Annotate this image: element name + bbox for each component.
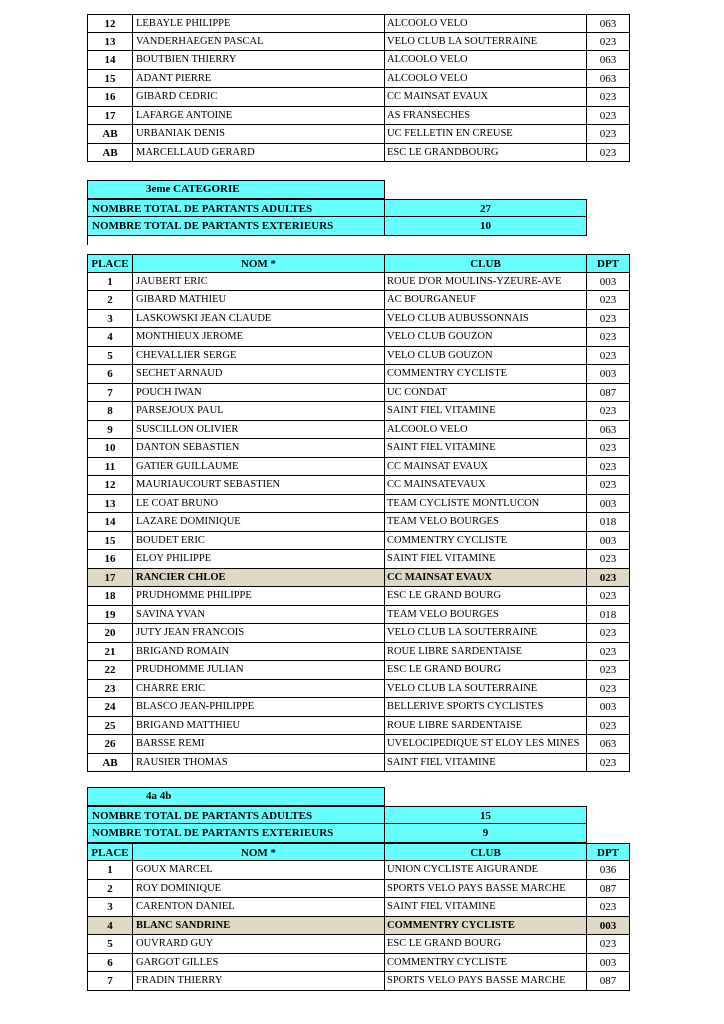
dpt-cell: 023 bbox=[586, 935, 630, 954]
table-row bbox=[87, 421, 630, 440]
place-cell: 21 bbox=[87, 643, 133, 662]
dpt-cell: 023 bbox=[586, 291, 630, 310]
club-cell: VELO CLUB AUBUSSONNAIS bbox=[384, 310, 587, 329]
dpt-cell: 023 bbox=[586, 569, 630, 588]
name-cell: URBANIAK DENIS bbox=[132, 125, 385, 144]
name-cell: GIBARD MATHIEU bbox=[132, 291, 385, 310]
club-cell: ESC LE GRAND BOURG bbox=[384, 661, 587, 680]
place-cell: 25 bbox=[87, 717, 133, 736]
name-cell: JUTY JEAN FRANCOIS bbox=[132, 624, 385, 643]
name-cell: BRIGAND MATTHIEU bbox=[132, 717, 385, 736]
club-cell: CLUB bbox=[384, 843, 587, 862]
name-cell: GOUX MARCEL bbox=[132, 861, 385, 880]
place-cell: 6 bbox=[87, 365, 133, 384]
dpt-cell: 063 bbox=[586, 51, 630, 70]
club-cell: TEAM CYCLISTE MONTLUCON bbox=[384, 495, 587, 514]
club-cell: ALCOOLO VELO bbox=[384, 14, 587, 33]
place-cell: 4 bbox=[87, 328, 133, 347]
dpt-cell: 036 bbox=[586, 861, 630, 880]
table-row bbox=[87, 587, 630, 606]
results-table-3eme bbox=[87, 254, 630, 772]
dpt-cell: 023 bbox=[586, 347, 630, 366]
name-cell: JAUBERT ERIC bbox=[132, 273, 385, 292]
name-cell: GATIER GUILLAUME bbox=[132, 458, 385, 477]
name-cell: PRUDHOMME PHILIPPE bbox=[132, 587, 385, 606]
club-cell: ESC LE GRAND BOURG bbox=[384, 587, 587, 606]
table-row bbox=[87, 458, 630, 477]
place-cell: 17 bbox=[87, 107, 133, 126]
club-cell: COMMENTRY CYCLISTE bbox=[384, 365, 587, 384]
club-cell: UVELOCIPEDIQUE ST ELOY LES MINES bbox=[384, 735, 587, 754]
table-row bbox=[87, 144, 630, 163]
club-cell: CC MAINSAT EVAUX bbox=[384, 569, 587, 588]
name-cell: GIBARD CEDRIC bbox=[132, 88, 385, 107]
table-row bbox=[87, 14, 630, 33]
club-cell: SAINT FIEL VITAMINE bbox=[384, 439, 587, 458]
place-cell: 17 bbox=[87, 569, 133, 588]
table-row bbox=[87, 935, 630, 954]
place-cell: 22 bbox=[87, 661, 133, 680]
club-cell: AC BOURGANEUF bbox=[384, 291, 587, 310]
club-cell: ALCOOLO VELO bbox=[384, 70, 587, 89]
table-row bbox=[87, 402, 630, 421]
club-cell: SPORTS VELO PAYS BASSE MARCHE bbox=[384, 880, 587, 899]
club-cell: COMMENTRY CYCLISTE bbox=[384, 917, 587, 936]
name-cell: RAUSIER THOMAS bbox=[132, 754, 385, 773]
dpt-cell: 023 bbox=[586, 458, 630, 477]
dpt-cell: 063 bbox=[586, 735, 630, 754]
dpt-cell: 063 bbox=[586, 70, 630, 89]
dpt-cell: 023 bbox=[586, 624, 630, 643]
dpt-cell: 023 bbox=[586, 680, 630, 699]
club-cell: SAINT FIEL VITAMINE bbox=[384, 402, 587, 421]
club-cell: ALCOOLO VELO bbox=[384, 51, 587, 70]
dpt-cell: 003 bbox=[586, 495, 630, 514]
place-cell: 11 bbox=[87, 458, 133, 477]
name-cell: BOUDET ERIC bbox=[132, 532, 385, 551]
club-cell: SPORTS VELO PAYS BASSE MARCHE bbox=[384, 972, 587, 991]
place-cell: 6 bbox=[87, 954, 133, 973]
place-cell: 13 bbox=[87, 33, 133, 52]
dpt-cell: 023 bbox=[586, 643, 630, 662]
place-cell: 10 bbox=[87, 439, 133, 458]
club-cell: TEAM VELO BOURGES bbox=[384, 606, 587, 625]
name-cell: SECHET ARNAUD bbox=[132, 365, 385, 384]
name-cell: ELOY PHILIPPE bbox=[132, 550, 385, 569]
table-row bbox=[87, 698, 630, 717]
name-cell: CHARRE ERIC bbox=[132, 680, 385, 699]
name-cell: VANDERHAEGEN PASCAL bbox=[132, 33, 385, 52]
club-cell: ROUE LIBRE SARDENTAISE bbox=[384, 717, 587, 736]
name-cell: NOM * bbox=[132, 843, 385, 862]
table-row bbox=[87, 550, 630, 569]
table-row bbox=[87, 476, 630, 495]
club-cell: TEAM VELO BOURGES bbox=[384, 513, 587, 532]
table-row bbox=[87, 291, 630, 310]
adults-total-label: NOMBRE TOTAL DE PARTANTS ADULTES bbox=[87, 806, 385, 825]
dpt-cell: 003 bbox=[586, 365, 630, 384]
place-cell: 16 bbox=[87, 88, 133, 107]
name-cell: PARSEJOUX PAUL bbox=[132, 402, 385, 421]
dpt-cell: 023 bbox=[586, 754, 630, 773]
name-cell: ADANT PIERRE bbox=[132, 70, 385, 89]
place-cell: 9 bbox=[87, 421, 133, 440]
category-title: 3eme CATEGORIE bbox=[87, 180, 385, 199]
dpt-cell: 023 bbox=[586, 661, 630, 680]
name-cell: BRIGAND ROMAIN bbox=[132, 643, 385, 662]
exterior-total-value: 9 bbox=[384, 824, 587, 843]
name-cell: BLASCO JEAN-PHILIPPE bbox=[132, 698, 385, 717]
table-row bbox=[87, 347, 630, 366]
table-row bbox=[87, 513, 630, 532]
adults-total-label: NOMBRE TOTAL DE PARTANTS ADULTES bbox=[87, 199, 385, 218]
table-row bbox=[87, 33, 630, 52]
table-row bbox=[87, 495, 630, 514]
table-row bbox=[87, 898, 630, 917]
place-cell: 1 bbox=[87, 861, 133, 880]
club-cell: ROUE LIBRE SARDENTAISE bbox=[384, 643, 587, 662]
table-row bbox=[87, 532, 630, 551]
club-cell: SAINT FIEL VITAMINE bbox=[384, 898, 587, 917]
table-row bbox=[87, 624, 630, 643]
name-cell: FRADIN THIERRY bbox=[132, 972, 385, 991]
name-cell: ROY DOMINIQUE bbox=[132, 880, 385, 899]
place-cell: 14 bbox=[87, 51, 133, 70]
club-cell: UNION CYCLISTE AIGURANDE bbox=[384, 861, 587, 880]
dpt-cell: 003 bbox=[586, 917, 630, 936]
exterior-total-label: NOMBRE TOTAL DE PARTANTS EXTERIEURS bbox=[87, 217, 385, 236]
dpt-cell: 087 bbox=[586, 880, 630, 899]
dpt-cell: 087 bbox=[586, 384, 630, 403]
adults-total-value: 27 bbox=[384, 199, 587, 218]
name-cell: MARCELLAUD GERARD bbox=[132, 144, 385, 163]
place-cell: 5 bbox=[87, 347, 133, 366]
name-cell: POUCH IWAN bbox=[132, 384, 385, 403]
place-cell: AB bbox=[87, 125, 133, 144]
club-cell: CLUB bbox=[384, 254, 587, 273]
dpt-cell: 023 bbox=[586, 33, 630, 52]
club-cell: COMMENTRY CYCLISTE bbox=[384, 954, 587, 973]
table-row bbox=[87, 365, 630, 384]
dpt-cell: 023 bbox=[586, 550, 630, 569]
table-row bbox=[87, 51, 630, 70]
results-table-4a4b bbox=[87, 843, 630, 991]
name-cell: PRUDHOMME JULIAN bbox=[132, 661, 385, 680]
dpt-cell: 023 bbox=[586, 107, 630, 126]
table-row bbox=[87, 606, 630, 625]
table-row bbox=[87, 972, 630, 991]
place-cell: 15 bbox=[87, 70, 133, 89]
place-cell: 20 bbox=[87, 624, 133, 643]
name-cell: LAFARGE ANTOINE bbox=[132, 107, 385, 126]
place-cell: 14 bbox=[87, 513, 133, 532]
table-row bbox=[87, 273, 630, 292]
name-cell: LEBAYLE PHILIPPE bbox=[132, 14, 385, 33]
name-cell: OUVRARD GUY bbox=[132, 935, 385, 954]
table-row bbox=[87, 954, 630, 973]
dpt-cell: 063 bbox=[586, 421, 630, 440]
club-cell: SAINT FIEL VITAMINE bbox=[384, 754, 587, 773]
place-cell: 2 bbox=[87, 880, 133, 899]
place-cell: AB bbox=[87, 754, 133, 773]
club-cell: CC MAINSAT EVAUX bbox=[384, 458, 587, 477]
place-cell: PLACE bbox=[87, 254, 133, 273]
club-cell: UC FELLETIN EN CREUSE bbox=[384, 125, 587, 144]
name-cell: BOUTBIEN THIERRY bbox=[132, 51, 385, 70]
dpt-cell: 003 bbox=[586, 698, 630, 717]
club-cell: ESC LE GRAND BOURG bbox=[384, 935, 587, 954]
club-cell: BELLERIVE SPORTS CYCLISTES bbox=[384, 698, 587, 717]
dpt-cell: 023 bbox=[586, 402, 630, 421]
table-row bbox=[87, 661, 630, 680]
dpt-cell: 023 bbox=[586, 587, 630, 606]
table-row bbox=[87, 735, 630, 754]
dpt-cell: 023 bbox=[586, 310, 630, 329]
place-cell: 2 bbox=[87, 291, 133, 310]
results-table-continued bbox=[87, 14, 630, 162]
table-row bbox=[87, 70, 630, 89]
place-cell: 15 bbox=[87, 532, 133, 551]
club-cell: ESC LE GRANDBOURG bbox=[384, 144, 587, 163]
dpt-cell: 018 bbox=[586, 606, 630, 625]
table-header-row bbox=[87, 843, 630, 862]
dpt-cell: 023 bbox=[586, 717, 630, 736]
dpt-cell: 018 bbox=[586, 513, 630, 532]
table-row bbox=[87, 384, 630, 403]
table-row bbox=[87, 439, 630, 458]
name-cell: BARSSE REMI bbox=[132, 735, 385, 754]
table-row bbox=[87, 569, 630, 588]
club-cell: CC MAINSATEVAUX bbox=[384, 476, 587, 495]
table-header-row bbox=[87, 254, 630, 273]
table-row bbox=[87, 88, 630, 107]
dpt-cell: 023 bbox=[586, 125, 630, 144]
table-row bbox=[87, 861, 630, 880]
dpt-cell: DPT bbox=[586, 843, 630, 862]
club-cell: VELO CLUB GOUZON bbox=[384, 328, 587, 347]
name-cell: MAURIAUCOURT SEBASTIEN bbox=[132, 476, 385, 495]
place-cell: 8 bbox=[87, 402, 133, 421]
name-cell: MONTHIEUX JEROME bbox=[132, 328, 385, 347]
name-cell: BLANC SANDRINE bbox=[132, 917, 385, 936]
dpt-cell: 003 bbox=[586, 954, 630, 973]
name-cell: RANCIER CHLOE bbox=[132, 569, 385, 588]
place-cell: 19 bbox=[87, 606, 133, 625]
place-cell: 12 bbox=[87, 476, 133, 495]
name-cell: GARGOT GILLES bbox=[132, 954, 385, 973]
table-row bbox=[87, 125, 630, 144]
dpt-cell: 023 bbox=[586, 88, 630, 107]
place-cell: 26 bbox=[87, 735, 133, 754]
place-cell: PLACE bbox=[87, 843, 133, 862]
dpt-cell: 003 bbox=[586, 532, 630, 551]
table-row bbox=[87, 717, 630, 736]
place-cell: 13 bbox=[87, 495, 133, 514]
place-cell: 23 bbox=[87, 680, 133, 699]
club-cell: AS FRANSECHES bbox=[384, 107, 587, 126]
dpt-cell: DPT bbox=[586, 254, 630, 273]
place-cell: 1 bbox=[87, 273, 133, 292]
club-cell: VELO CLUB LA SOUTERRAINE bbox=[384, 680, 587, 699]
club-cell: VELO CLUB LA SOUTERRAINE bbox=[384, 624, 587, 643]
dpt-cell: 063 bbox=[586, 14, 630, 33]
club-cell: CC MAINSAT EVAUX bbox=[384, 88, 587, 107]
name-cell: DANTON SEBASTIEN bbox=[132, 439, 385, 458]
dpt-cell: 023 bbox=[586, 144, 630, 163]
dpt-cell: 087 bbox=[586, 972, 630, 991]
name-cell: LE COAT BRUNO bbox=[132, 495, 385, 514]
place-cell: 3 bbox=[87, 310, 133, 329]
club-cell: VELO CLUB GOUZON bbox=[384, 347, 587, 366]
table-row bbox=[87, 754, 630, 773]
name-cell: SUSCILLON OLIVIER bbox=[132, 421, 385, 440]
category-title: 4a 4b bbox=[87, 787, 385, 806]
place-cell: 18 bbox=[87, 587, 133, 606]
place-cell: 16 bbox=[87, 550, 133, 569]
dpt-cell: 023 bbox=[586, 476, 630, 495]
table-row bbox=[87, 680, 630, 699]
name-cell: CHEVALLIER SERGE bbox=[132, 347, 385, 366]
place-cell: AB bbox=[87, 144, 133, 163]
table-row bbox=[87, 917, 630, 936]
name-cell: CARENTON DANIEL bbox=[132, 898, 385, 917]
club-cell: SAINT FIEL VITAMINE bbox=[384, 550, 587, 569]
exterior-total-label: NOMBRE TOTAL DE PARTANTS EXTERIEURS bbox=[87, 824, 385, 843]
place-cell: 4 bbox=[87, 917, 133, 936]
table-row bbox=[87, 310, 630, 329]
place-cell: 12 bbox=[87, 14, 133, 33]
table-row bbox=[87, 328, 630, 347]
dpt-cell: 023 bbox=[586, 439, 630, 458]
place-cell: 5 bbox=[87, 935, 133, 954]
club-cell: UC CONDAT bbox=[384, 384, 587, 403]
place-cell: 7 bbox=[87, 972, 133, 991]
adults-total-value: 15 bbox=[384, 806, 587, 825]
dpt-cell: 023 bbox=[586, 898, 630, 917]
club-cell: ROUE D'OR MOULINS-YZEURE-AVE bbox=[384, 273, 587, 292]
name-cell: SAVINA YVAN bbox=[132, 606, 385, 625]
place-cell: 3 bbox=[87, 898, 133, 917]
club-cell: COMMENTRY CYCLISTE bbox=[384, 532, 587, 551]
place-cell: 24 bbox=[87, 698, 133, 717]
dpt-cell: 003 bbox=[586, 273, 630, 292]
table-row bbox=[87, 880, 630, 899]
name-cell: NOM * bbox=[132, 254, 385, 273]
name-cell: LASKOWSKI JEAN CLAUDE bbox=[132, 310, 385, 329]
place-cell: 7 bbox=[87, 384, 133, 403]
name-cell: LAZARE DOMINIQUE bbox=[132, 513, 385, 532]
club-cell: VELO CLUB LA SOUTERRAINE bbox=[384, 33, 587, 52]
table-row bbox=[87, 107, 630, 126]
exterior-total-value: 10 bbox=[384, 217, 587, 236]
table-row bbox=[87, 643, 630, 662]
club-cell: ALCOOLO VELO bbox=[384, 421, 587, 440]
dpt-cell: 023 bbox=[586, 328, 630, 347]
